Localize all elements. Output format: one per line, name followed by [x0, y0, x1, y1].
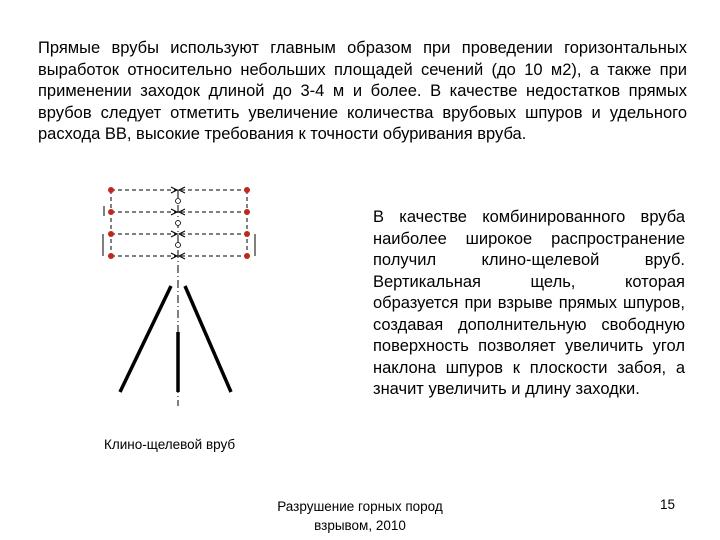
wedge-holes — [120, 286, 231, 392]
wedge-slot-cut-diagram — [92, 186, 282, 406]
page-number: 15 — [660, 497, 676, 512]
paragraph-straight-cuts: Прямые врубы используют главным образом при проведении горизонтальных выработок относительно небольших площадей сечений (до 10 м2), а также при применении заходок длиной до 3-4 м и более. В качестве недостатков прямых врубов следует отметить увеличение количества врубовых шпуров и удельного расхода ВВ, высокие требования к точности обуривания вруба. — [38, 39, 687, 143]
figure-caption: Клино-щелевой вруб — [104, 437, 236, 452]
footer-title: Разрушение горных пород взрывом, 2010 — [277, 499, 443, 533]
paragraph-wedge-slot-cut: В качестве комбинированного вруба наиболее широкое распространение получил клино-щелевой вруб. Вертикальная щель, которая образуется при взрыве прямых шпуров, создавая дополнительную свободную поверхность позволяет увеличить угол наклона шпуров к плоскости забоя, а значит увеличить и длину заходки. — [373, 208, 685, 398]
